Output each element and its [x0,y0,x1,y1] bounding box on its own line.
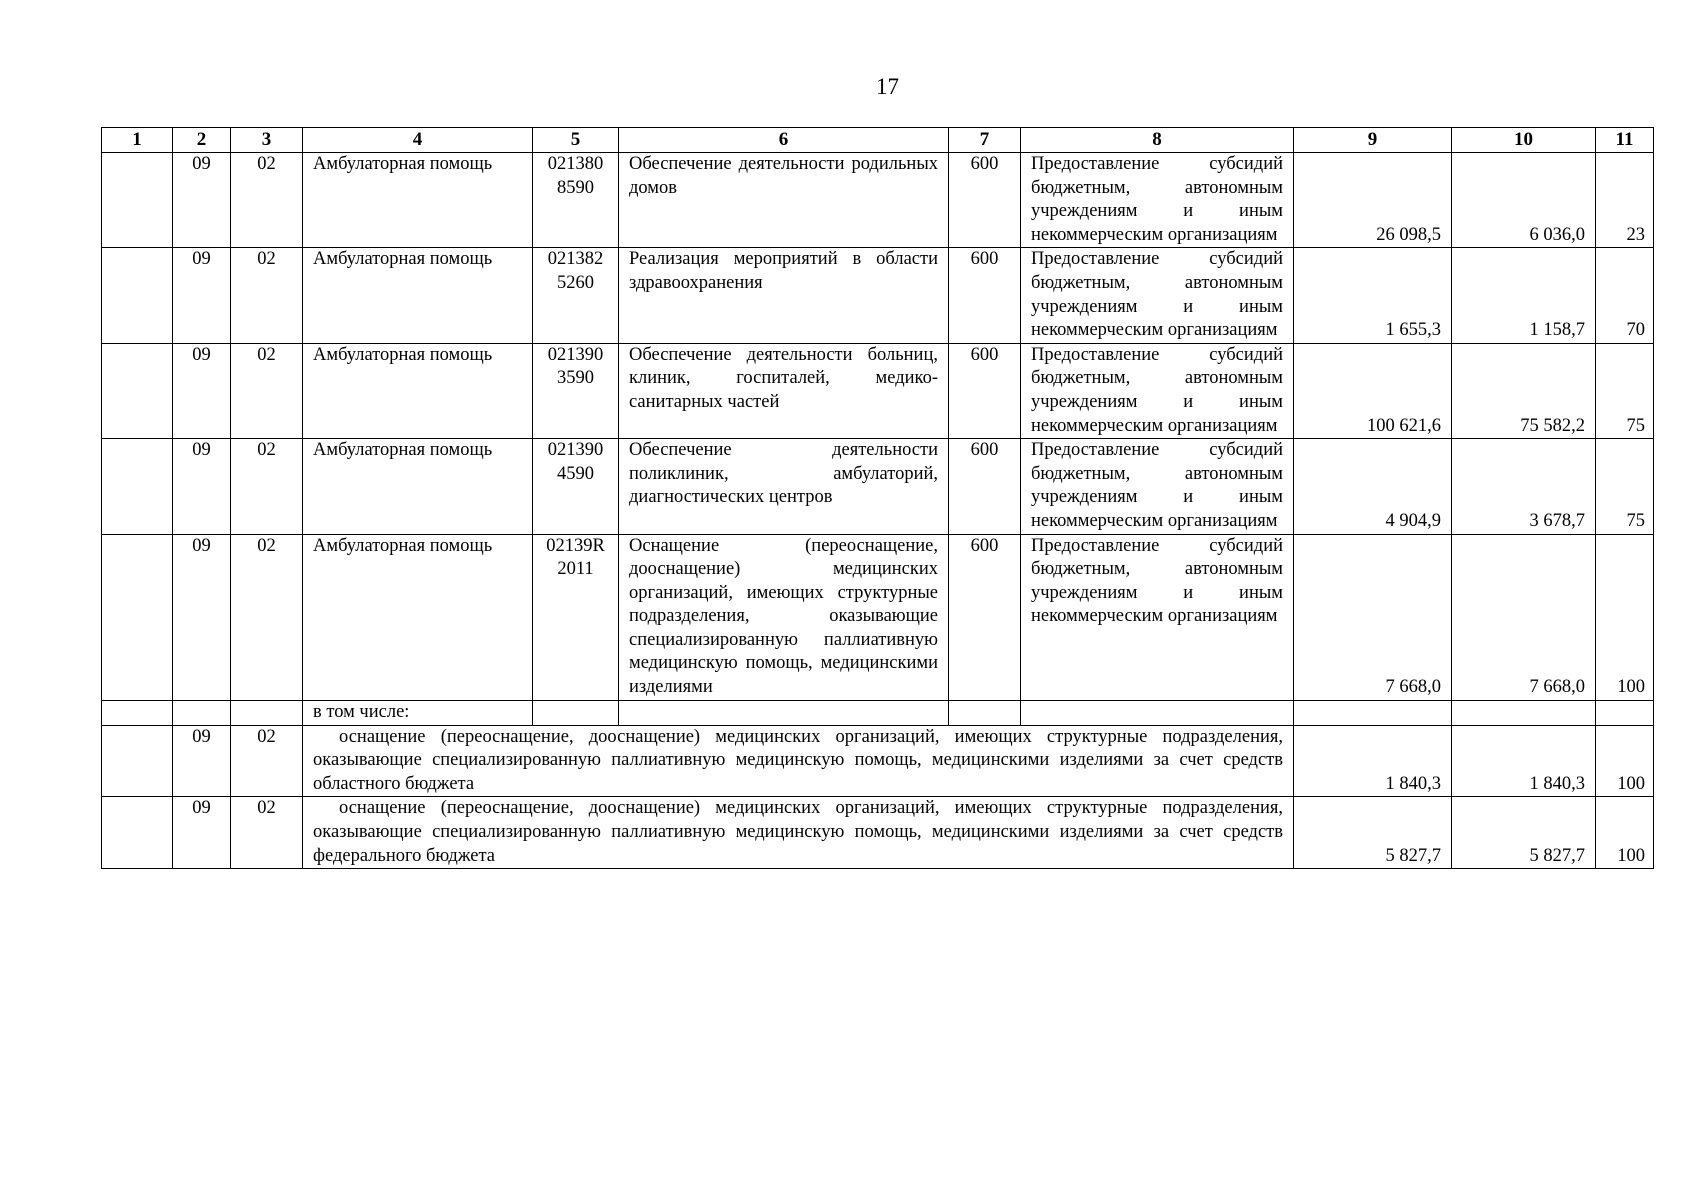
col-header-9: 9 [1294,128,1452,153]
cell-subsection: 02 [231,248,303,343]
cell-subsection: 02 [231,439,303,534]
cell-actual-amount: 75 582,2 [1452,343,1596,438]
cell-expense-type: 600 [949,248,1021,343]
cell-percent: 100 [1596,534,1654,700]
cell-actual-amount: 7 668,0 [1452,534,1596,700]
cell-col1 [102,534,173,700]
cell-target-code: 021390 3590 [533,343,619,438]
cell-target-name: Обеспечение деятельности поликлиник, амбулаторий, диагностических центров [619,439,949,534]
col-header-1: 1 [102,128,173,153]
sub-row-description: оснащение (переоснащение, дооснащение) медицинских организаций, имеющих структурные подразделения, оказывающие специализированную паллиативную медицинскую помощь, медицинскими изделиями за счет средств федерального бюджета [303,797,1294,869]
cell-col1 [102,439,173,534]
cell-actual-amount: 1 158,7 [1452,248,1596,343]
cell-section: 09 [173,248,231,343]
cell-expense-type-name: Предоставление субсидий бюджетным, автономным учреждениям и иным некоммерческим организациям [1021,153,1294,248]
cell-expense-type: 600 [949,343,1021,438]
cell-section: 09 [173,343,231,438]
cell-expense-type: 600 [949,534,1021,700]
cell-planned-amount: 7 668,0 [1294,534,1452,700]
cell-expense-type: 600 [949,439,1021,534]
col-header-8: 8 [1021,128,1294,153]
col-header-5: 5 [533,128,619,153]
cell-actual-amount: 6 036,0 [1452,153,1596,248]
table-row [102,153,1654,248]
cell-col1 [102,248,173,343]
cell-target-code: 021390 4590 [533,439,619,534]
cell-expense-type-name: Предоставление субсидий бюджетным, автономным учреждениям и иным некоммерческим организациям [1021,248,1294,343]
cell-target-name: Обеспечение деятельности родильных домов [619,153,949,248]
cell-planned-amount: 1 655,3 [1294,248,1452,343]
cell-subsection: 02 [231,725,303,797]
cell-planned-amount: 26 098,5 [1294,153,1452,248]
cell-section: 09 [173,725,231,797]
cell-subsection: 02 [231,343,303,438]
including-label: в том числе: [303,700,533,725]
page-number: 17 [876,74,899,99]
cell-percent: 100 [1596,797,1654,869]
cell-expense-type-name: Предоставление субсидий бюджетным, автономным учреждениям и иным некоммерческим организациям [1021,439,1294,534]
table-row [102,248,1654,343]
cell-expense-type: 600 [949,153,1021,248]
sub-row-description: оснащение (переоснащение, дооснащение) медицинских организаций, имеющих структурные подразделения, оказывающие специализированную паллиативную медицинскую помощь, медицинскими изделиями за счет средств областного бюджета [303,725,1294,797]
cell-col1 [102,343,173,438]
cell-planned-amount: 100 621,6 [1294,343,1452,438]
cell-percent: 75 [1596,439,1654,534]
col-header-11: 11 [1596,128,1654,153]
cell-target-name: Оснащение (переоснащение, дооснащение) медицинских организаций, имеющих структурные подразделения, оказывающие специализированную паллиативную медицинскую помощь, медицинскими изделиями [619,534,949,700]
cell-planned-amount: 5 827,7 [1294,797,1452,869]
budget-table [101,127,1654,869]
including-row [102,700,1654,725]
cell-subsection-name: Амбулаторная помощь [303,153,533,248]
cell-percent: 70 [1596,248,1654,343]
cell-planned-amount: 1 840,3 [1294,725,1452,797]
cell-section: 09 [173,797,231,869]
col-header-7: 7 [949,128,1021,153]
sub-row [102,725,1654,797]
cell-subsection-name: Амбулаторная помощь [303,439,533,534]
cell-actual-amount: 5 827,7 [1452,797,1596,869]
col-header-3: 3 [231,128,303,153]
cell-target-code: 021380 8590 [533,153,619,248]
cell-col1 [102,153,173,248]
col-header-6: 6 [619,128,949,153]
cell-section: 09 [173,153,231,248]
cell-planned-amount: 4 904,9 [1294,439,1452,534]
table-row [102,439,1654,534]
col-header-10: 10 [1452,128,1596,153]
cell-subsection-name: Амбулаторная помощь [303,248,533,343]
col-header-4: 4 [303,128,533,153]
cell-percent: 75 [1596,343,1654,438]
cell-section: 09 [173,439,231,534]
table-row [102,534,1654,700]
cell-target-name: Обеспечение деятельности больниц, клиник, госпиталей, медико-санитарных частей [619,343,949,438]
header-row [102,128,1654,153]
cell-percent: 100 [1596,725,1654,797]
cell-target-code: 021382 5260 [533,248,619,343]
sub-row [102,797,1654,869]
col-header-2: 2 [173,128,231,153]
cell-percent: 23 [1596,153,1654,248]
cell-expense-type-name: Предоставление субсидий бюджетным, автономным учреждениям и иным некоммерческим организациям [1021,534,1294,700]
cell-target-name: Реализация мероприятий в области здравоохранения [619,248,949,343]
cell-subsection: 02 [231,534,303,700]
cell-actual-amount: 1 840,3 [1452,725,1596,797]
cell-section: 09 [173,534,231,700]
cell-subsection: 02 [231,153,303,248]
cell-subsection: 02 [231,797,303,869]
cell-expense-type-name: Предоставление субсидий бюджетным, автономным учреждениям и иным некоммерческим организациям [1021,343,1294,438]
cell-subsection-name: Амбулаторная помощь [303,343,533,438]
table-row [102,343,1654,438]
cell-subsection-name: Амбулаторная помощь [303,534,533,700]
cell-target-code: 02139R 2011 [533,534,619,700]
cell-actual-amount: 3 678,7 [1452,439,1596,534]
